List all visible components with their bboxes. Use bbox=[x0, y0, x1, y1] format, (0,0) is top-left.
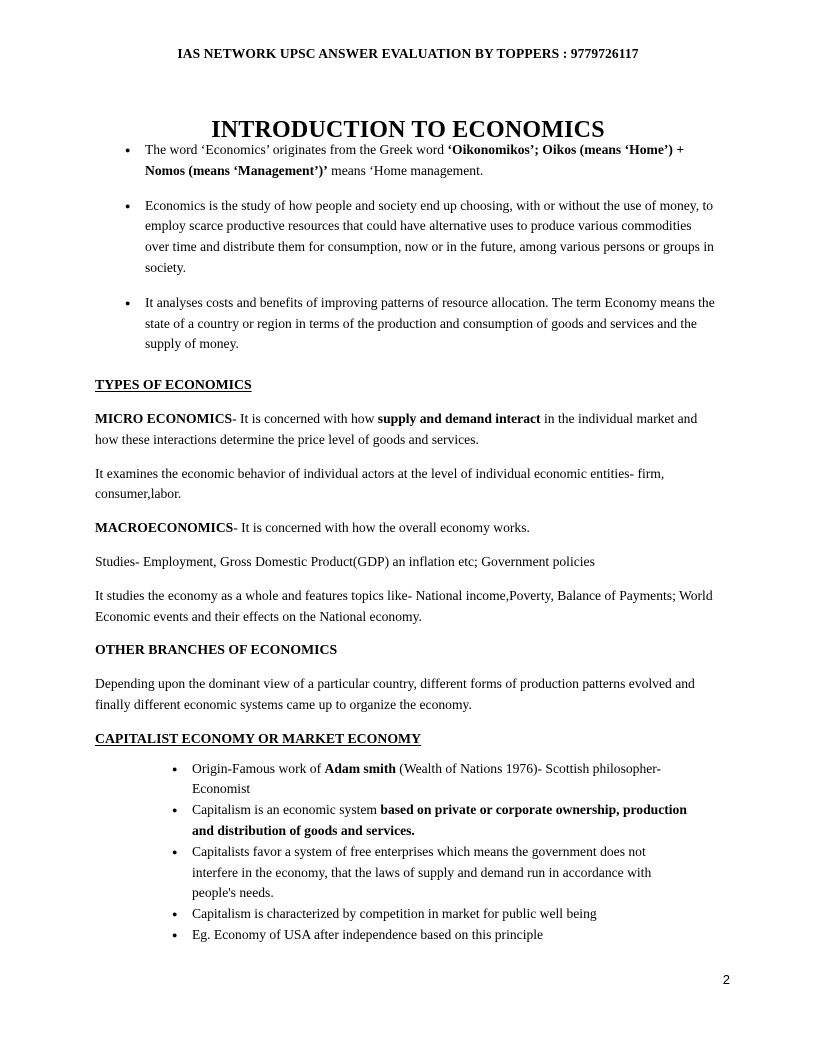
spacer bbox=[95, 505, 720, 518]
spacer bbox=[95, 661, 720, 674]
heading-capitalist-economy: CAPITALIST ECONOMY OR MARKET ECONOMY bbox=[95, 730, 422, 746]
spacer bbox=[95, 627, 720, 640]
bullet-text-part: Capitalism is characterized by competition in market for public well being bbox=[192, 906, 597, 922]
bullet-text-part: Capitalism is an economic system bbox=[192, 802, 381, 818]
spacer bbox=[95, 750, 720, 759]
running-header: IAS NETWORK UPSC ANSWER EVALUATION BY TOPPERS : 9779726117 bbox=[177, 46, 639, 61]
term-macroeconomics: MACROECONOMICS bbox=[95, 520, 234, 536]
paragraph-bold: supply and demand interact bbox=[377, 410, 541, 426]
paragraph-micro-detail: It examines the economic behavior of individual actors at the level of individual economic entities- firm, consumer,labor. bbox=[95, 465, 665, 502]
paragraph-part: in the individual market and how these interactions determine the price level of goods and services. bbox=[95, 410, 698, 447]
bullet-text-part: The word ‘Economics’ originates from the Greek word bbox=[145, 142, 448, 157]
list-item bbox=[172, 925, 692, 946]
term-micro-economics: MICRO ECONOMICS bbox=[95, 410, 233, 426]
bullet-text-part: (Wealth of Nations 1976)- Scottish philosopher-Economist bbox=[192, 760, 662, 797]
list-item bbox=[172, 842, 692, 904]
introduction-bullet-list bbox=[125, 140, 717, 355]
bullet-text-bold: based on private or corporate ownership, production and distribution of goods and services. bbox=[192, 802, 687, 838]
list-item bbox=[172, 759, 692, 801]
spacer bbox=[95, 539, 720, 552]
spacer bbox=[95, 716, 720, 729]
list-item bbox=[172, 800, 692, 842]
bullet-text-part: Capitalists favor a system of free enterprises which means the government does not interfere in the economy, that the laws of supply and demand run in accordance with people's needs. bbox=[192, 843, 652, 901]
bullet-text-part: It analyses costs and benefits of improving patterns of resource allocation. The term Economy means the state of a country or region in terms of the production and consumption of goods and services and the supply of money. bbox=[145, 294, 715, 352]
bullet-text-bold: ‘Oikonomikos’; Oikos (means ‘Home’) + Nomos (means ‘Management’)’ bbox=[145, 142, 685, 178]
page-title: INTRODUCTION TO ECONOMICS bbox=[211, 117, 605, 144]
document-body bbox=[95, 140, 720, 946]
spacer bbox=[95, 355, 720, 375]
bullet-text-part: Economics is the study of how people and society end up choosing, with or without the use of money, to employ scarce productive resources that could have alternative uses to produce various commodities over time and distribute them for consumption, now or in the future, among various persons or groups in society. bbox=[145, 197, 714, 275]
page-number: 2 bbox=[722, 972, 730, 987]
paragraph-other-branches: Depending upon the dominant view of a particular country, different forms of production patterns evolved and finally different economic systems came up to organize the economy. bbox=[95, 676, 695, 712]
bullet-text-part: Origin-Famous work of bbox=[192, 760, 325, 776]
heading-other-branches: OTHER BRANCHES OF ECONOMICS bbox=[95, 642, 338, 658]
paragraph-part: - It is concerned with how bbox=[232, 410, 378, 426]
paragraph-part: - It is concerned with how the overall economy works. bbox=[233, 520, 530, 536]
list-item bbox=[125, 293, 717, 355]
spacer bbox=[95, 396, 720, 409]
heading-types-of-economics: TYPES OF ECONOMICS bbox=[95, 377, 252, 393]
spacer bbox=[95, 451, 720, 464]
spacer bbox=[95, 573, 720, 586]
paragraph-macro-studies: Studies- Employment, Gross Domestic Product(GDP) an inflation etc; Government policies bbox=[95, 553, 595, 569]
paragraph-micro-economics bbox=[95, 409, 720, 451]
bullet-text-bold: Adam smith bbox=[324, 760, 396, 776]
bullet-text-part: Eg. Economy of USA after independence based on this principle bbox=[192, 926, 544, 942]
paragraph-macro-detail: It studies the economy as a whole and features topics like- National income,Poverty, Balance of Payments; World Economic events and their effects on the National economy. bbox=[95, 587, 713, 624]
list-item bbox=[172, 904, 692, 925]
list-item bbox=[125, 196, 717, 279]
list-item bbox=[125, 140, 717, 182]
paragraph-macroeconomics bbox=[95, 518, 720, 539]
capitalist-bullet-list bbox=[172, 759, 692, 946]
bullet-text-part: means ‘Home management. bbox=[327, 162, 484, 178]
